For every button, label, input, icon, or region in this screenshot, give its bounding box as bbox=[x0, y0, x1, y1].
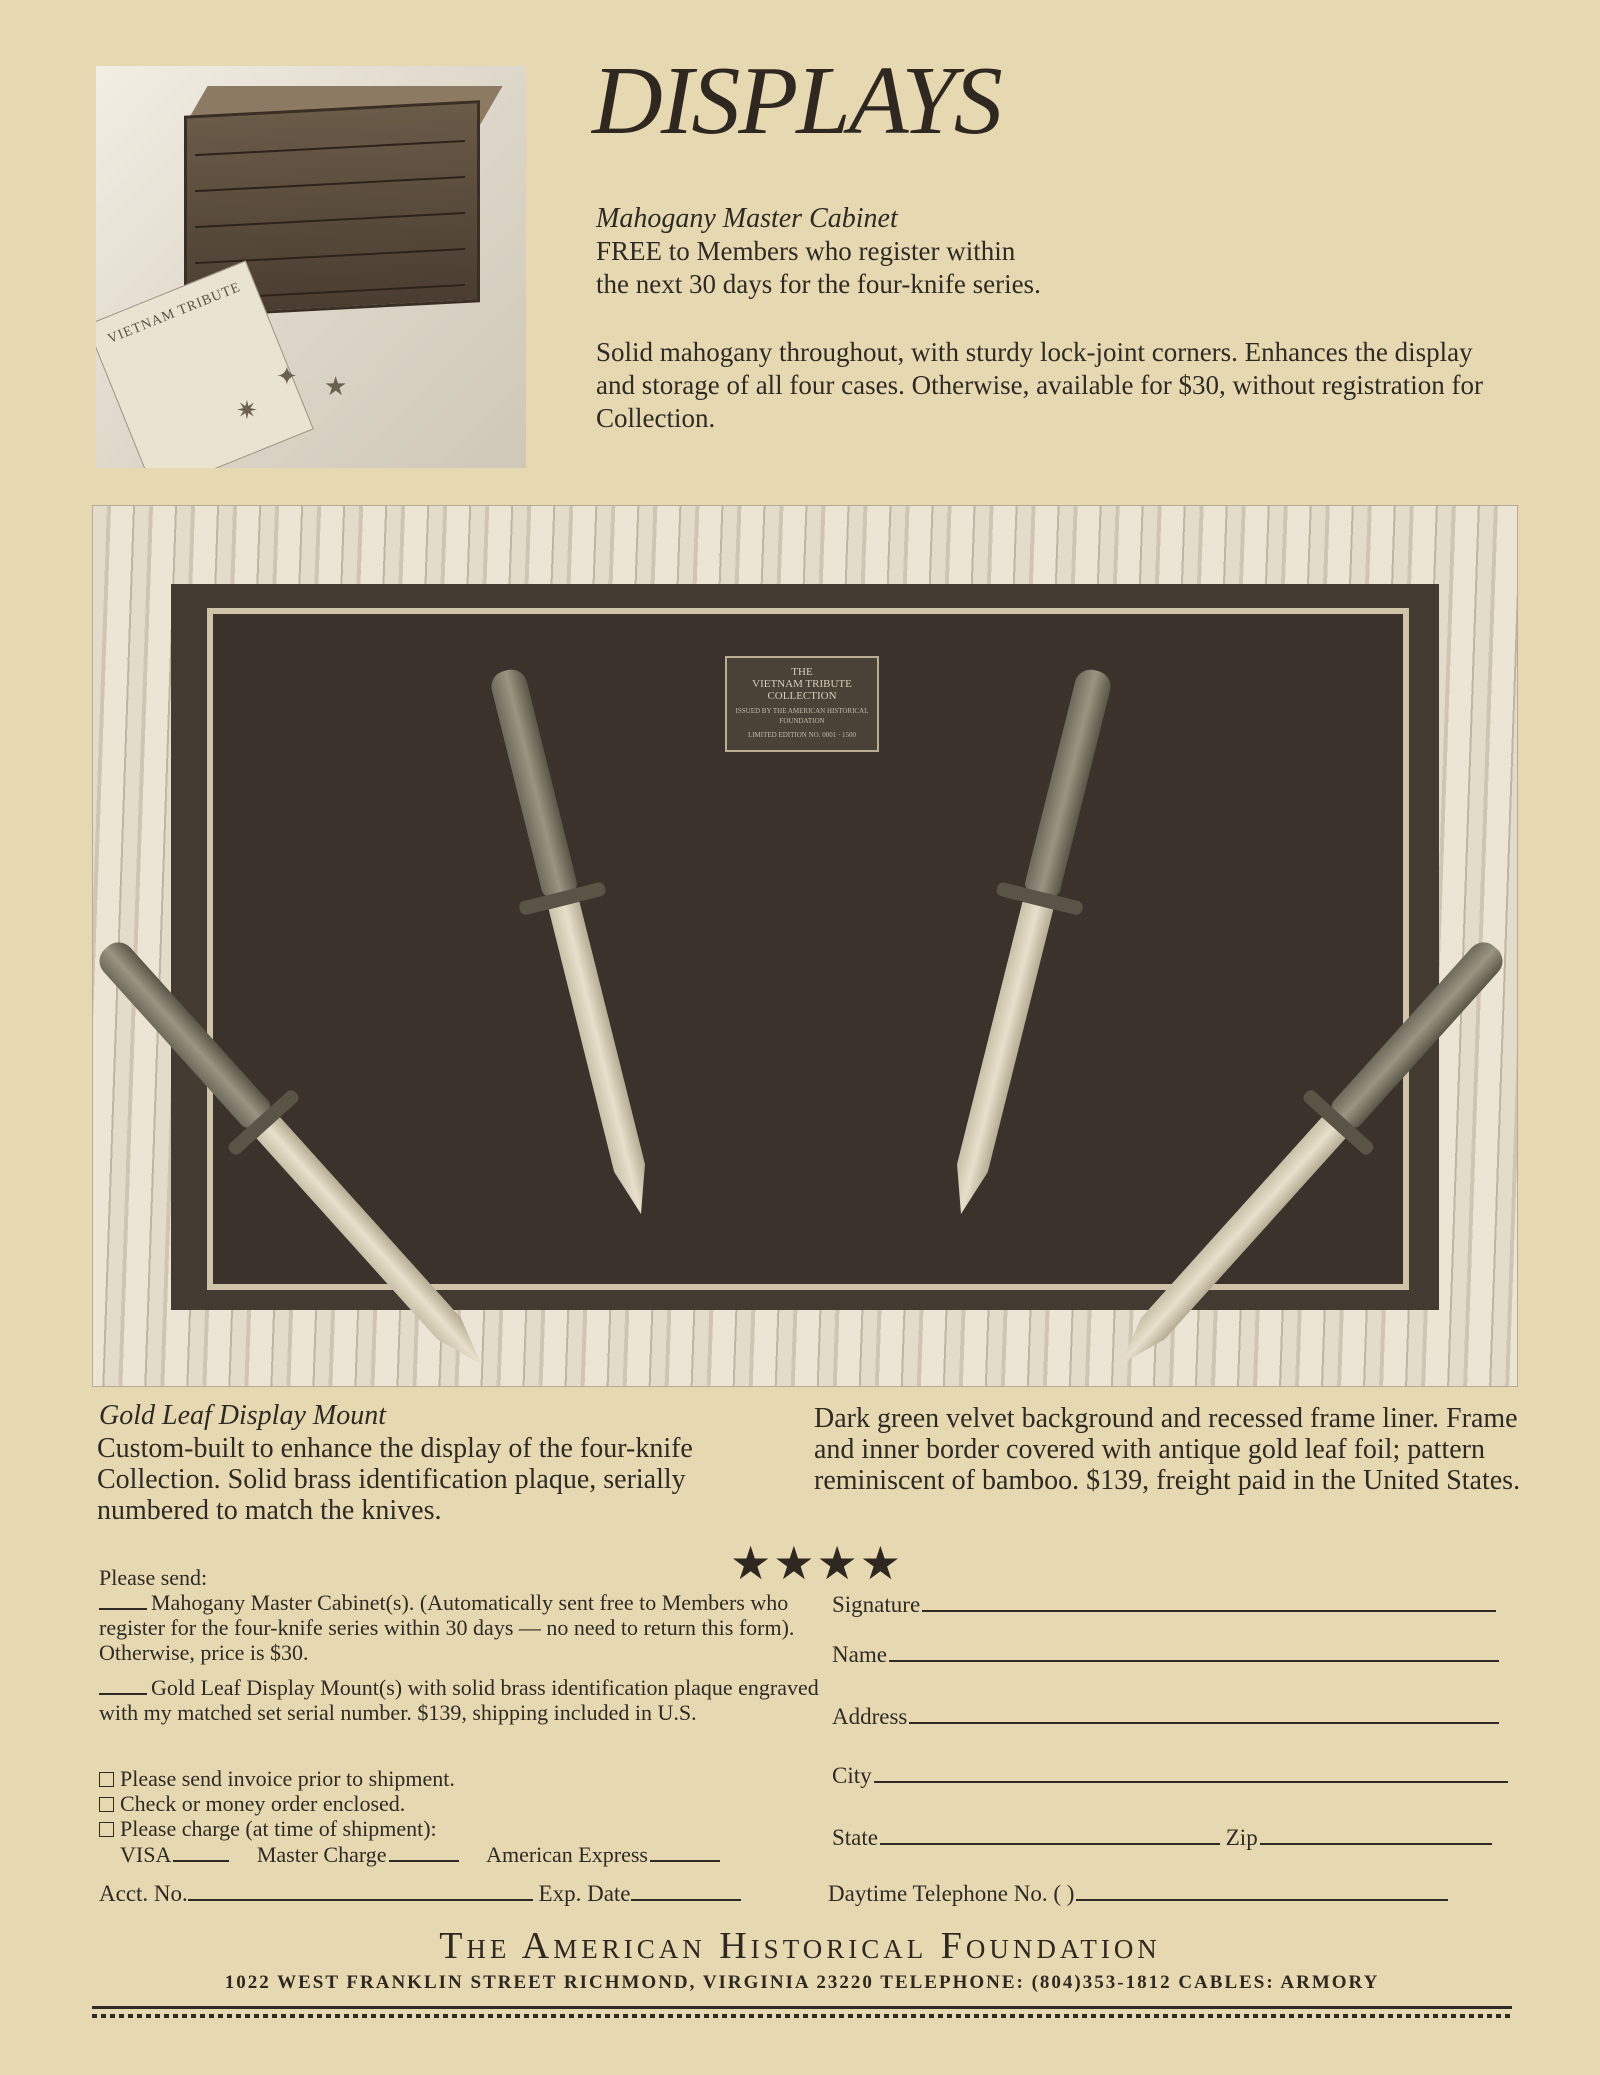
cabinet-photo bbox=[96, 66, 526, 468]
exp-date-field[interactable] bbox=[631, 1899, 741, 1901]
knife-blade bbox=[549, 902, 657, 1218]
knife-handle bbox=[1023, 666, 1114, 898]
cabinet-free-line-1: FREE to Members who register within bbox=[596, 236, 1016, 266]
option-invoice-label: Please send invoice prior to shipment. bbox=[120, 1766, 455, 1791]
phone-label: Daytime Telephone No. bbox=[828, 1881, 1048, 1906]
address-label: Address bbox=[832, 1704, 908, 1729]
exp-label: Exp. Date bbox=[538, 1881, 631, 1906]
plaque-small-line: LIMITED EDITION NO. 0001 · 1500 bbox=[747, 731, 857, 739]
knife bbox=[1108, 936, 1509, 1376]
mount-title: Gold Leaf Display Mount bbox=[99, 1400, 386, 1431]
footer-rule bbox=[92, 2006, 1512, 2021]
account-row bbox=[99, 1881, 741, 1907]
name-row bbox=[832, 1642, 1499, 1668]
card-amex bbox=[486, 1842, 720, 1867]
state-field[interactable] bbox=[880, 1843, 1220, 1845]
address-row bbox=[832, 1704, 1499, 1730]
card-mastercharge-label: Master Charge bbox=[256, 1842, 387, 1867]
knife-handle bbox=[93, 936, 274, 1131]
booklet-title: VIETNAM TRIBUTE bbox=[105, 279, 243, 348]
acct-number-field[interactable] bbox=[188, 1899, 533, 1901]
signature-label: Signature bbox=[832, 1592, 921, 1617]
medal-icon: ✷ bbox=[236, 396, 258, 425]
cabinet-title: Mahogany Master Cabinet bbox=[596, 203, 898, 234]
visa-field[interactable] bbox=[173, 1860, 229, 1862]
option-check-label: Check or money order enclosed. bbox=[120, 1791, 406, 1816]
order-item-cabinet bbox=[99, 1590, 819, 1665]
state-zip-row bbox=[832, 1825, 1492, 1851]
mount-frame bbox=[171, 584, 1439, 1310]
brass-plaque bbox=[725, 656, 879, 752]
cabinet-description: Solid mahogany throughout, with sturdy lock-joint corners. Enhances the display and storage of all four cases. Otherwise, available for $30, without registration for Collection. bbox=[596, 337, 1483, 433]
option-check bbox=[99, 1791, 405, 1816]
name-label: Name bbox=[832, 1642, 887, 1667]
card-amex-label: American Express bbox=[486, 1842, 648, 1867]
cabinet-free-line-2: the next 30 days for the four-knife series. bbox=[596, 269, 1041, 299]
display-mount-photo bbox=[92, 505, 1518, 1387]
card-visa-label: VISA bbox=[120, 1842, 172, 1867]
card-options bbox=[120, 1842, 742, 1867]
star-medal-icon: ★ bbox=[324, 372, 348, 401]
option-charge-label: Please charge (at time of shipment): bbox=[120, 1816, 437, 1841]
organization-address: 1022 WEST FRANKLIN STREET RICHMOND, VIRGINIA 23220 TELEPHONE: (804)353-1812 CABLES: ARMORY bbox=[224, 1972, 1380, 1993]
card-visa bbox=[120, 1842, 229, 1867]
charge-checkbox[interactable] bbox=[99, 1822, 114, 1837]
phone-row bbox=[828, 1881, 1448, 1907]
organization-name: The American Historical Foundation bbox=[439, 1925, 1161, 1967]
city-label: City bbox=[832, 1763, 872, 1788]
velvet-description: Dark green velvet background and recessed frame liner. Frame and inner border covered with antique gold leaf foil; pattern reminiscent of bamboo. $139, freight paid in the United States. bbox=[814, 1403, 1521, 1496]
signature-row bbox=[832, 1592, 1496, 1618]
plaque-line: COLLECTION bbox=[767, 690, 837, 702]
star-divider-icon: ★★★★ bbox=[730, 1538, 903, 1589]
city-field[interactable] bbox=[874, 1781, 1508, 1783]
gold-leaf-border bbox=[207, 608, 1409, 1290]
plaque-line: THE bbox=[791, 666, 813, 678]
cabinet-quantity-field[interactable] bbox=[99, 1606, 147, 1610]
mount-quantity-field[interactable] bbox=[99, 1691, 147, 1695]
plaque-small-line: ISSUED BY THE AMERICAN HISTORICAL FOUNDATION bbox=[735, 707, 869, 725]
city-row bbox=[832, 1763, 1508, 1789]
knife-blade bbox=[1109, 1117, 1346, 1375]
signature-field[interactable] bbox=[922, 1610, 1496, 1612]
name-field[interactable] bbox=[889, 1660, 1499, 1662]
card-mastercharge bbox=[257, 1842, 459, 1867]
zip-label: Zip bbox=[1225, 1825, 1258, 1850]
zip-field[interactable] bbox=[1260, 1843, 1492, 1845]
knife-blade bbox=[256, 1117, 493, 1375]
mount-description: Custom-built to enhance the display of the four-knife Collection. Solid brass identification plaque, serially numbered to match the knives. bbox=[97, 1433, 693, 1526]
state-label: State bbox=[832, 1825, 878, 1850]
plaque-line: VIETNAM TRIBUTE bbox=[752, 678, 852, 690]
amex-field[interactable] bbox=[650, 1860, 720, 1862]
page-title: DISPLAYS bbox=[592, 47, 1001, 155]
knife bbox=[488, 666, 658, 1218]
phone-area-code[interactable]: ( ) bbox=[1053, 1881, 1075, 1906]
order-item-cabinet-text: Mahogany Master Cabinet(s). (Automatically sent free to Members who register for the four-knife series within 30 days — no need to return this form). Otherwise, price is $30. bbox=[99, 1590, 795, 1665]
phone-field[interactable] bbox=[1076, 1899, 1448, 1901]
knife-blade bbox=[945, 902, 1053, 1218]
medal-icon: ✦ bbox=[276, 362, 298, 391]
knife-handle bbox=[488, 666, 579, 898]
check-checkbox[interactable] bbox=[99, 1797, 114, 1812]
knife-handle bbox=[1328, 936, 1509, 1131]
acct-label: Acct. No. bbox=[99, 1881, 188, 1906]
please-send-label: Please send: bbox=[99, 1565, 208, 1590]
cabinet-free-offer bbox=[596, 235, 1156, 301]
option-charge bbox=[99, 1816, 437, 1841]
knife bbox=[93, 936, 494, 1376]
option-invoice bbox=[99, 1766, 455, 1791]
address-field[interactable] bbox=[909, 1722, 1499, 1724]
invoice-checkbox[interactable] bbox=[99, 1772, 114, 1787]
mastercharge-field[interactable] bbox=[389, 1860, 459, 1862]
order-item-mount-text: Gold Leaf Display Mount(s) with solid brass identification plaque engraved with my matched set serial number. $139, shipping included in U.S. bbox=[99, 1675, 819, 1725]
knife bbox=[944, 666, 1114, 1218]
order-item-mount bbox=[99, 1675, 819, 1725]
